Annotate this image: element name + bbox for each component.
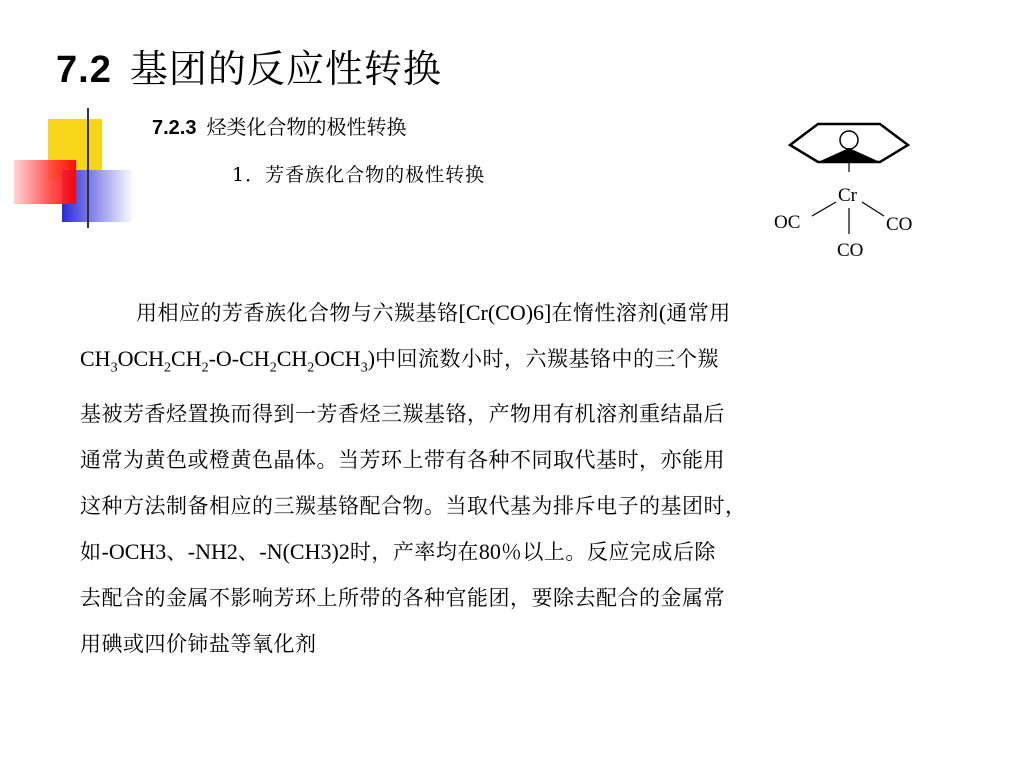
- bond-cr-co-right: [862, 202, 884, 216]
- body-paragraph: [80, 290, 950, 667]
- bond-cr-co-left: [812, 202, 836, 216]
- solvent-formula: $CH_3OCH_2CH_2-O-CH_2CH_2OCH_3$): [80, 346, 376, 376]
- paragraph-line-5: 这种方法制备相应的三羰基铬配合物。当取代基为排斥电子的基团时，: [80, 494, 747, 519]
- yield-value: 80: [478, 539, 501, 565]
- ligand-left-label: OC: [774, 212, 801, 233]
- subsection-number: 7.2.3: [152, 117, 197, 139]
- text-run: 时，产率均在: [349, 540, 479, 565]
- substituent-nh2: -NH2: [187, 539, 238, 565]
- text-run: 通常用: [666, 301, 731, 325]
- ligand-right-label: CO: [886, 214, 913, 235]
- subsection-heading: [152, 111, 406, 140]
- substituent-nme2: -N(CH3)2: [259, 539, 350, 565]
- section-number: 7.2: [56, 49, 112, 91]
- item-heading: 1．芳香族化合物的极性转换: [232, 164, 486, 186]
- metal-label: Cr: [838, 185, 857, 206]
- arene-chromium-tricarbonyl-structure: [768, 110, 948, 270]
- slide-title: [56, 38, 442, 93]
- text-run: 、: [166, 540, 188, 565]
- paragraph-line-4: 通常为黄色或橙黄色晶体。当芳环上带有各种不同取代基时，亦能用: [80, 448, 725, 473]
- paragraph-line-7: 去配合的金属不影响芳环上所带的各种官能团，要除去配合的金属常: [80, 586, 725, 611]
- paragraph-line-8: 用碘或四价铈盐等氧化剂: [80, 632, 317, 657]
- formula-cr-co6: [Cr(CO)6]: [458, 300, 552, 325]
- paragraph-line-6: [80, 529, 950, 575]
- text-run: 、: [237, 540, 260, 565]
- text-run: (: [658, 300, 667, 325]
- paragraph-line-2: [80, 336, 950, 391]
- text-run: ％以上。反应完成后除: [500, 540, 716, 565]
- text-run: 中回流数小时，六羰基铬中的三个羰: [375, 347, 720, 371]
- text-run: 在惰性溶剂: [551, 301, 659, 325]
- paragraph-line-3: 基被芳香烃置换而得到一芳香烃三羰基铬，产物用有机溶剂重结晶后: [80, 402, 725, 427]
- text-run: 如: [80, 540, 102, 565]
- substituent-och3: -OCH3: [101, 539, 167, 565]
- section-title: 基团的反应性转换: [129, 47, 442, 91]
- subsection-title: 烃类化合物的极性转换: [206, 115, 407, 139]
- paragraph-line-1: [80, 290, 950, 336]
- aromatic-circle: [840, 131, 858, 149]
- text-run: 用相应的芳香族化合物与六羰基铬: [136, 301, 459, 325]
- ligand-bottom-label: CO: [837, 240, 864, 261]
